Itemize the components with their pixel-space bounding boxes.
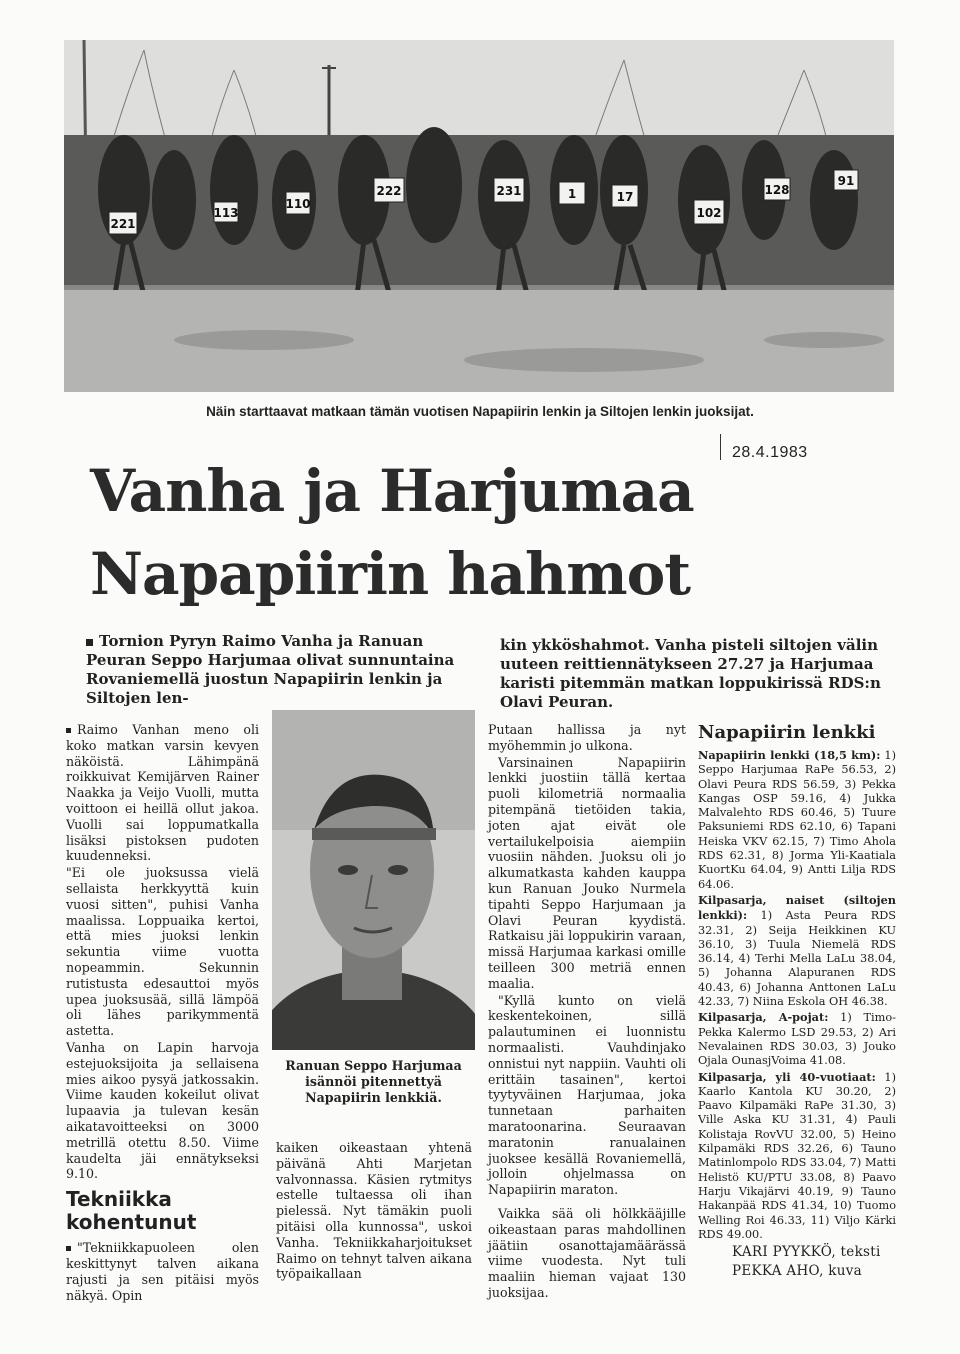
paragraph-text: Raimo Vanhan meno oli koko matkan varsin kevyen näköistä. Lähimpänä roikkuivat Kemijärven Rainer Naakka ja Veijo Vuolli, mutta voittoon ei heillä ollut jakoa. Vuolli sai loppumatkalla lisäksi pistoksen pudoten kuudenneksi.: [66, 722, 259, 864]
date-divider: [720, 434, 721, 460]
byline-text: KARI PYYKKÖ, teksti: [732, 1244, 881, 1261]
article-column-3: [488, 722, 686, 1302]
paragraph: [66, 1240, 259, 1303]
bib-number: 128: [764, 183, 790, 197]
paragraph: "Ei ole juoksussa vielä sellaista herkkyyttä kuin vuosi sitten", puhisi Vanha maalissa. Loppuaika kertoi, että mies juoksi lenkin sekuntia viime vuotta nopeammin. Sekunnin rutistusta edesauttoi myös upea juoksusää, sillä lämpöä oli lähes parikymmentä astetta.: [66, 865, 259, 1039]
results-label: Kilpasarja, yli 40-vuotiaat:: [698, 1069, 876, 1084]
bib-number: 17: [616, 190, 634, 204]
bullet-icon: [86, 639, 93, 646]
runners-photo: [64, 40, 894, 392]
results-label: Napapiirin lenkki (18,5 km):: [698, 748, 881, 762]
issue-date: 28.4.1983: [732, 444, 808, 461]
paragraph: Vaikka sää oli hölkkääjille oikeastaan paras mahdollinen jäätiin osanottajamäärässä viime vuodesta. Nyt tuli maaliin hieman vajaat 130 juoksijaa.: [488, 1205, 686, 1300]
results-text: 1) Seppo Harjumaa RaPe 56.53, 2) Olavi Peura RDS 56.59, 3) Pekka Kangas OSP 59.16, 4) Jukka Malvalehto RDS 60.46, 5) Tuure Paksuniemi RDS 62.10, 6) Tapani Heiska VKV 62.15, 7) Timo Ahola RDS 62.31, 8) Jorma Yli-Kaatiala KuortKu 64.04, 9) Antti Lilja RDS 64.06.: [698, 749, 897, 891]
paragraph: Varsinainen Napapiirin lenkki juostiin tällä kertaa puoli kilometriä normaalia pitempänä tietöiden takia, joten ajat eivät ole vertailukelpoisia aiempiin vuosiin nähden. Juoksu oli jo alkumatkasta kahden kauppa kun Ranuan Jouko Nurmela tipahti Seppo Harjumaan ja Olavi Peuran kyydistä. Ratkaisu jäi loppukirin varaan, missä Harjumaa karkasi omille teilleen 300 metriä ennen maalia.: [488, 754, 686, 991]
runners-photo-illustration: [64, 40, 894, 392]
results-column: [698, 722, 896, 1280]
bib-number: 231: [496, 184, 522, 198]
results-label: Kilpasarja, naiset (siltojen lenkki):: [698, 892, 896, 923]
portrait-caption: Ranuan Seppo Harjumaa isännöi pitennettyä Napapiirin lenkkiä.: [285, 1058, 462, 1105]
paragraph: Vanha on Lapin harvoja estejuoksijoita ja sellaisena mies aikoo pysyä jatkossakin. Viime kauden kokeilut olivat lupaavia ja tulevan kesän aikatavoitteeksi on 3000 metrillä otettu 8.50. Viime kaudelta jäi ennätykseksi 9.10.: [66, 1039, 259, 1182]
bib-number: 1: [567, 187, 577, 201]
bib-number: 221: [110, 217, 136, 231]
byline-photo: PEKKA AHO, kuva: [732, 1263, 863, 1280]
lead-paragraph-right: kin ykköshahmot. Vanha pisteli siltojen välin uuteen reittiennätykseen 27.27 ja Harjumaa karisti pitemmän matkan loppukirissä RDS:n Olavi Peuran.: [500, 636, 881, 711]
results-paragraph: [698, 1070, 896, 1243]
article-column-1: [66, 722, 259, 1304]
results-text: 1) Timo-Pekka Kalermo LSD 29.53, 2) Ari Nevalainen RDS 30.03, 3) Jouko Ojala OunasjVoima 41.08.: [698, 1011, 896, 1068]
article-column-2: [276, 1140, 472, 1283]
photo-caption: Näin starttaavat matkaan tämän vuotisen Napapiirin lenkin ja Siltojen lenkin juoksijat.: [206, 404, 754, 419]
portrait-photo: [272, 710, 475, 1050]
subheading: Tekniikka kohentunut: [66, 1187, 197, 1235]
portrait-illustration: [272, 710, 475, 1050]
bib-number: 113: [213, 206, 239, 220]
paragraph-text: "Tekniikkapuoleen olen keskittynyt talven aikana rajusti ja sen pitäisi myös näkyä. Opin: [66, 1240, 259, 1303]
bib-number: 110: [285, 197, 311, 211]
paragraph: [66, 722, 259, 864]
lead-text-left: Tornion Pyryn Raimo Vanha ja Ranuan Peuran Seppo Harjumaa olivat sunnuntaina Rovaniemellä juostun Napapiirin lenkin ja Siltojen len-: [86, 632, 455, 707]
paragraph: Putaan hallissa ja nyt myöhemmin jo ulkona.: [488, 722, 686, 753]
headline-line-1: Vanha ja Harjumaa: [90, 457, 694, 525]
results-title: Napapiirin lenkki: [698, 722, 876, 743]
results-text: 1) Asta Peura RDS 32.31, 2) Seija Heikkinen KU 36.10, 3) Tuula Niemelä RDS 36.14, 4) Terhi Mella LaLu 38.04, 5) Johanna Alapuranen RDS 40.43, 6) Johanna Anttonen LaLu 42.33, 7) Niina Eskola OH 46.38.: [698, 909, 897, 1009]
results-text: 1) Kaarlo Kantola KU 30.20, 2) Paavo Kilpamäki RaPe 31.30, 3) Ville Aska KU 31.31, 4) Pauli Kolistaja RovVU 32.00, 5) Heino Kilpamäki RDS 32.26, 6) Tauno Matinlompolo RDS 33.04, 7) Matti Helistö KU/PTU 33.08, 8) Paavo Harju Vikajärvi 40.19, 9) Tauno Hakanpää RDS 41.34, 10) Tuomo Welling Roi 46.33, 11) Viljo Kärki RDS 49.00.: [698, 1070, 897, 1241]
results-paragraph: [698, 893, 896, 1009]
results-paragraph: [698, 748, 896, 892]
paragraph: "Kyllä kunto on vielä keskentekoinen, sillä palautuminen ei luonnistu normaalisti. Vauhdinjako onnistui nyt nappiin. Vauhti oli erittäin tasainen", kertoi tyytyväinen Harjumaa, joka tunnetaan parhaiten maratoonarina. Seuraavan maratonin ranualainen juoksee kesällä Rovaniemellä, jolloin ohjelmassa on Napapiirin maraton.: [488, 992, 686, 1198]
bullet-icon: [66, 728, 71, 733]
paragraph: kaiken oikeastaan yhtenä päivänä Ahti Marjetan valvonnassa. Käsien rytmitys estelle tultaessa oli ihan pielessä. Nyt tämäkin puoli pitäisi olla kunnossa", uskoi Vanha. Tekniikkaharjoitukset Raimo on tehnyt talven aikana työpaikallaan: [276, 1140, 472, 1282]
results-paragraph: [698, 1010, 896, 1068]
bib-number: 222: [376, 184, 402, 198]
bib-number: 91: [837, 174, 855, 188]
results-label: Kilpasarja, A-pojat:: [698, 1010, 829, 1025]
lead-paragraph-left: [86, 632, 466, 708]
bib-number: 102: [696, 206, 722, 220]
bullet-icon: [66, 1246, 71, 1251]
headline-line-2: Napapiirin hahmot: [90, 540, 691, 608]
